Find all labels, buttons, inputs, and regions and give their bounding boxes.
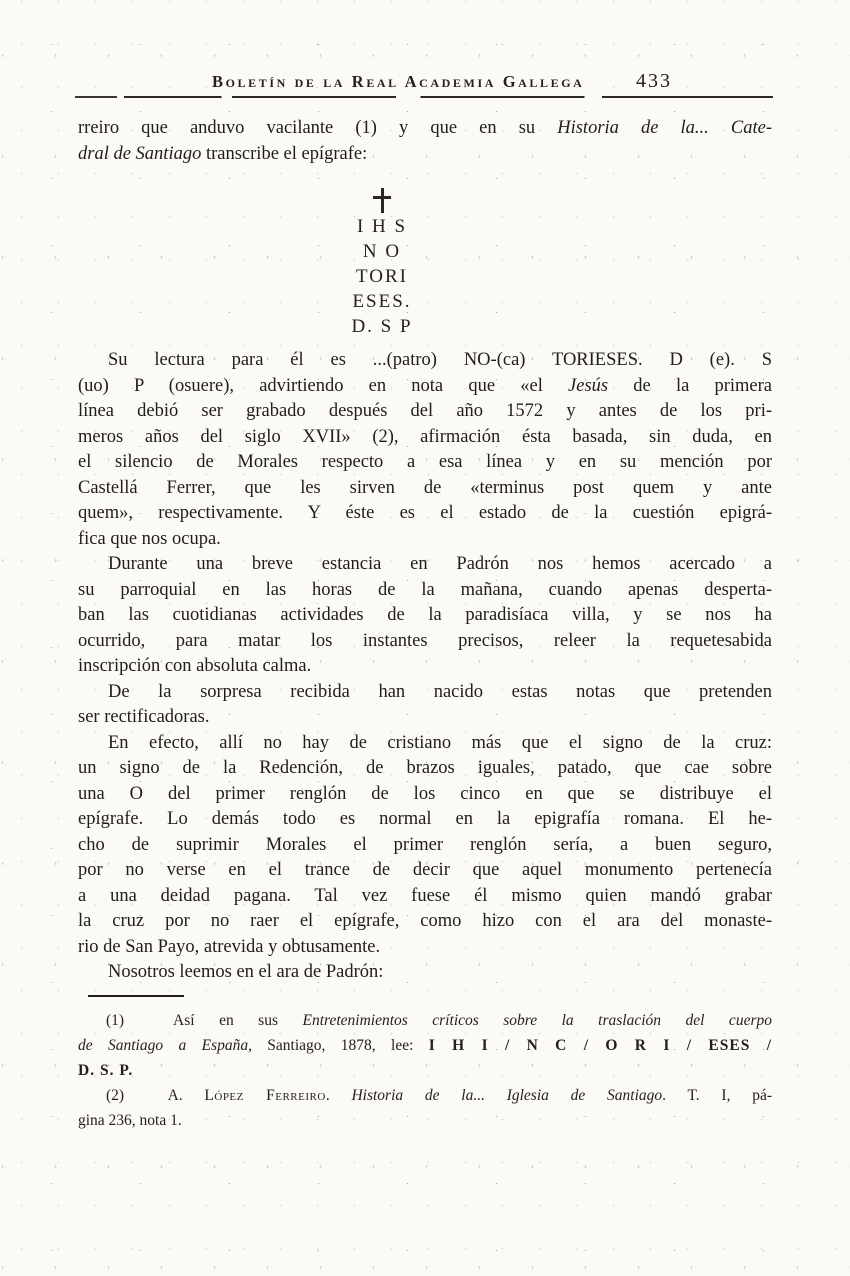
text-run: una O del primer renglón de los cinco en que se distribuye el bbox=[78, 783, 772, 804]
text-run: (1) Así en sus bbox=[106, 1011, 303, 1029]
text-line bbox=[78, 425, 772, 451]
text-run: a una deidad pagana. Tal vez fuese él mismo quien mandó grabar bbox=[78, 885, 772, 906]
text-line bbox=[78, 833, 772, 859]
text-line bbox=[78, 116, 772, 142]
text-line bbox=[78, 756, 772, 782]
text-run: cho de suprimir Morales el primer renglón sería, a buen seguro, bbox=[78, 834, 772, 855]
text-run: . T. I, pá- bbox=[662, 1086, 773, 1104]
text-run: Jesús bbox=[568, 375, 609, 396]
inscription-lines bbox=[312, 214, 452, 339]
text-line bbox=[78, 858, 772, 884]
text-run: por no verse en el trance de decir que aquel monumento pertenecía bbox=[78, 860, 772, 880]
text-run: ocurrido, para matar los instantes precisos, releer la requetesabida bbox=[78, 630, 772, 651]
text-line bbox=[78, 578, 772, 604]
text-line bbox=[78, 1058, 772, 1083]
intro-section bbox=[78, 116, 772, 167]
main-text-section bbox=[78, 348, 772, 986]
text-run: un signo de la Redención, de brazos iguales, patado, que cae sobre bbox=[78, 758, 772, 778]
text-run: De la sorpresa recibida han nacido estas notas que pretenden bbox=[108, 681, 772, 702]
page-number: 433 bbox=[636, 70, 672, 92]
text-line bbox=[78, 348, 772, 374]
text-run: Castellá Ferrer, que les sirven de «terminus post quem y ante bbox=[78, 477, 772, 498]
text-run: . bbox=[325, 1086, 352, 1104]
text-run: Su lectura para él es ...(patro) NO-(ca) TORIESES. D (e). S bbox=[108, 350, 772, 370]
paragraph-sorpresa bbox=[78, 680, 772, 731]
text-line bbox=[78, 552, 772, 578]
text-line bbox=[78, 1033, 772, 1058]
footnotes-section bbox=[78, 1008, 772, 1133]
text-column bbox=[78, 116, 772, 1133]
text-run: , Santiago, 1878, lee: bbox=[248, 1036, 429, 1054]
text-run: rreiro que anduvo vacilante (1) y que en su bbox=[78, 118, 558, 138]
text-line bbox=[78, 705, 772, 731]
text-run: rio de San Payo, atrevida y obtusamente. bbox=[78, 936, 381, 957]
text-run: el silencio de Morales respecto a esa línea y en su mención por bbox=[78, 452, 772, 472]
text-run: Durante una breve estancia en Padrón nos hemos acercado a bbox=[108, 554, 772, 574]
footnote-2 bbox=[78, 1083, 772, 1133]
text-run: gina 236, nota 1. bbox=[78, 1111, 182, 1129]
text-line bbox=[78, 1108, 772, 1133]
text-run: (2) A. bbox=[106, 1086, 205, 1104]
text-line bbox=[78, 142, 772, 168]
text-run: ser rectificadoras. bbox=[78, 707, 210, 727]
text-run: su parroquial en las horas de la mañana, cuando apenas desperta- bbox=[78, 579, 772, 600]
footnote-separator bbox=[88, 995, 184, 997]
text-run: de Santiago a España bbox=[78, 1036, 249, 1054]
inscription-line: ESES. bbox=[352, 291, 412, 312]
text-run: En efecto, allí no hay de cristiano más que el signo de la cruz: bbox=[108, 732, 772, 753]
text-run: López Ferreiro bbox=[204, 1086, 326, 1104]
text-run: (uo) P (osuere), advirtiendo en nota que «el bbox=[78, 375, 569, 396]
text-line bbox=[78, 654, 772, 680]
text-line bbox=[78, 629, 772, 655]
inscription-line: TORI bbox=[356, 266, 408, 287]
text-line bbox=[78, 603, 772, 629]
text-line bbox=[78, 807, 772, 833]
text-run: D. S. P. bbox=[78, 1061, 134, 1079]
inscription-block bbox=[312, 188, 452, 339]
text-run: línea debió ser grabado después del año 1572 y antes de los pri- bbox=[78, 401, 772, 421]
text-line bbox=[78, 399, 772, 425]
text-line bbox=[78, 1083, 772, 1108]
text-run: Nosotros leemos en el ara de Padrón: bbox=[108, 962, 384, 982]
paragraph-lectura bbox=[78, 348, 772, 552]
text-run: de la primera bbox=[608, 375, 773, 396]
text-line bbox=[78, 884, 772, 910]
journal-title: Boletín de la Real Academia Gallega bbox=[212, 72, 585, 91]
inscription-line: N O bbox=[362, 241, 402, 262]
header-rule bbox=[75, 96, 773, 98]
text-line bbox=[78, 1008, 772, 1033]
paragraph-intro bbox=[78, 116, 772, 167]
text-line bbox=[78, 476, 772, 502]
text-line bbox=[78, 374, 772, 400]
text-line bbox=[78, 527, 772, 553]
paragraph-padron bbox=[78, 552, 772, 680]
text-run: fica que nos ocupa. bbox=[78, 528, 221, 549]
text-run: Historia de la... Iglesia de Santiago bbox=[351, 1086, 663, 1104]
text-run: la cruz por no raer el epígrafe, como hizo con el ara del monaste- bbox=[78, 911, 772, 931]
inscription-line: D. S P bbox=[351, 316, 413, 337]
text-run: ban las cuotidianas actividades de la paradisíaca villa, y se nos ha bbox=[78, 605, 772, 625]
paragraph-en-efecto bbox=[78, 731, 772, 961]
text-run: Entretenimientos críticos sobre la traslación del cuerpo bbox=[302, 1011, 772, 1029]
paragraph-nosotros bbox=[78, 960, 772, 986]
cross-icon bbox=[372, 188, 392, 213]
text-run: I H I / N C / O R I / ESES / bbox=[428, 1036, 773, 1054]
text-run: transcribe el epígrafe: bbox=[201, 143, 368, 164]
footnote-1 bbox=[78, 1008, 772, 1083]
text-run: meros años del siglo XVII» (2), afirmación ésta basada, sin duda, en bbox=[78, 426, 772, 447]
text-run: quem», respectivamente. Y éste es el estado de la cuestión epigrá- bbox=[78, 503, 772, 523]
text-run: epígrafe. Lo demás todo es normal en la epigrafía romana. El he- bbox=[78, 809, 772, 829]
text-line bbox=[78, 680, 772, 706]
text-run: Historia de la... Cate- bbox=[557, 118, 772, 138]
text-line bbox=[78, 731, 772, 757]
text-run: dral de Santiago bbox=[78, 143, 202, 164]
text-line bbox=[78, 935, 772, 961]
text-line bbox=[78, 960, 772, 986]
text-line bbox=[78, 450, 772, 476]
text-run: inscripción con absoluta calma. bbox=[78, 656, 312, 676]
text-line bbox=[78, 909, 772, 935]
text-line bbox=[78, 782, 772, 808]
text-line bbox=[78, 501, 772, 527]
inscription-line: I H S bbox=[356, 216, 408, 237]
